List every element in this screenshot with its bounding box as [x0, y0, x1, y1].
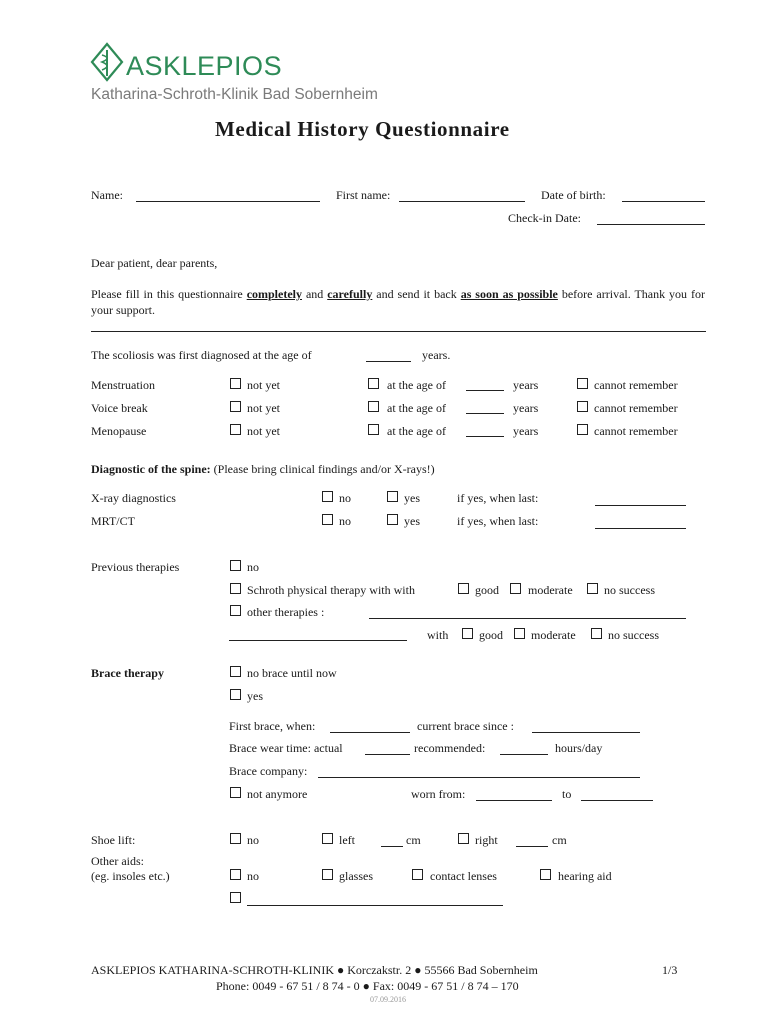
- menstruation-cannot-checkbox[interactable]: [577, 378, 588, 389]
- worn-from-field[interactable]: [476, 800, 552, 801]
- shoe-left-checkbox[interactable]: [322, 833, 333, 844]
- at-age-label: at the age of: [387, 378, 446, 392]
- aids-glasses-checkbox[interactable]: [322, 869, 333, 880]
- not-yet-label: not yet: [247, 378, 280, 392]
- no-success-label: no success: [604, 583, 655, 597]
- other-aids-label: Other aids:: [91, 854, 144, 868]
- wear-time-label: Brace wear time: actual: [229, 741, 343, 755]
- other-therapies-field-2[interactable]: [229, 640, 407, 641]
- wear-recommended-field[interactable]: [500, 754, 548, 755]
- shoe-left-cm-field[interactable]: [381, 846, 403, 847]
- mrt-yes-checkbox[interactable]: [387, 514, 398, 525]
- current-brace-field[interactable]: [532, 732, 640, 733]
- page-number: 1/3: [662, 963, 678, 977]
- other-therapies-field[interactable]: [369, 618, 686, 619]
- footer-address: ASKLEPIOS KATHARINA-SCHROTH-KLINIK ● Korczakstr. 2 ● 55566 Bad Sobernheim: [91, 963, 538, 977]
- other-therapies-checkbox[interactable]: [230, 605, 241, 616]
- shoe-left-label: left: [339, 833, 355, 847]
- menopause-cannot-checkbox[interactable]: [577, 424, 588, 435]
- intro-text-2: and: [302, 287, 328, 301]
- not-anymore-checkbox[interactable]: [230, 787, 241, 798]
- years-label: years: [513, 424, 539, 438]
- other-moderate-checkbox[interactable]: [514, 628, 525, 639]
- clinic-name: Katharina-Schroth-Klinik Bad Sobernheim: [91, 86, 378, 103]
- no-brace-label: no brace until now: [247, 666, 337, 680]
- other-no-success-checkbox[interactable]: [591, 628, 602, 639]
- first-brace-field[interactable]: [330, 732, 410, 733]
- aids-contacts-label: contact lenses: [430, 869, 497, 883]
- yes-label: yes: [404, 514, 420, 528]
- menopause-not-yet-checkbox[interactable]: [230, 424, 241, 435]
- cm-label: cm: [552, 833, 567, 847]
- mrt-label: MRT/CT: [91, 514, 135, 528]
- aids-no-label: no: [247, 869, 259, 883]
- footer-contact: Phone: 0049 - 67 51 / 8 74 - 0 ● Fax: 0049 - 67 51 / 8 74 – 170: [216, 979, 519, 993]
- name-field[interactable]: [136, 201, 320, 202]
- shoe-right-checkbox[interactable]: [458, 833, 469, 844]
- hours-label: hours/day: [555, 741, 603, 755]
- spine-heading-title: Diagnostic of the spine:: [91, 462, 211, 476]
- voice-break-cannot-checkbox[interactable]: [577, 401, 588, 412]
- aids-contacts-checkbox[interactable]: [412, 869, 423, 880]
- menopause-age-field[interactable]: [466, 436, 504, 437]
- intro-completely: completely: [246, 287, 302, 301]
- aids-hearing-checkbox[interactable]: [540, 869, 551, 880]
- salutation: Dear patient, dear parents,: [91, 256, 218, 270]
- intro-asap: as soon as possible: [460, 287, 558, 301]
- voice-break-label: Voice break: [91, 401, 148, 415]
- recommended-label: recommended:: [414, 741, 486, 755]
- intro-carefully: carefully: [327, 287, 373, 301]
- therapies-no-checkbox[interactable]: [230, 560, 241, 571]
- dob-label: Date of birth:: [541, 188, 606, 202]
- menstruation-age-checkbox[interactable]: [368, 378, 379, 389]
- good-label: good: [475, 583, 499, 597]
- intro-paragraph: [91, 286, 705, 318]
- scoliosis-age-field[interactable]: [366, 361, 411, 362]
- worn-from-label: worn from:: [411, 787, 466, 801]
- menopause-age-checkbox[interactable]: [368, 424, 379, 435]
- aids-other-field[interactable]: [247, 905, 503, 906]
- schroth-checkbox[interactable]: [230, 583, 241, 594]
- to-label: to: [562, 787, 572, 801]
- first-name-label: First name:: [336, 188, 391, 202]
- name-label: Name:: [91, 188, 123, 202]
- intro-text-4: before arrival. Thank you for your support.: [91, 287, 705, 317]
- years-label: years: [513, 378, 539, 392]
- brace-company-field[interactable]: [318, 777, 640, 778]
- cm-label: cm: [406, 833, 421, 847]
- schroth-moderate-checkbox[interactable]: [510, 583, 521, 594]
- not-yet-label: not yet: [247, 424, 280, 438]
- voice-break-not-yet-checkbox[interactable]: [230, 401, 241, 412]
- aids-other-checkbox[interactable]: [230, 892, 241, 903]
- no-label: no: [339, 514, 351, 528]
- therapies-no-label: no: [247, 560, 259, 574]
- brace-yes-checkbox[interactable]: [230, 689, 241, 700]
- cannot-remember-label: cannot remember: [594, 424, 678, 438]
- at-age-label: at the age of: [387, 401, 446, 415]
- other-therapies-label: other therapies :: [247, 605, 325, 619]
- current-brace-label: current brace since :: [417, 719, 514, 733]
- other-aids-sublabel: (eg. insoles etc.): [91, 869, 170, 883]
- intro-text-3: and send it back: [372, 287, 461, 301]
- cannot-remember-label: cannot remember: [594, 378, 678, 392]
- intro-text-1: Please fill in this questionnaire: [91, 287, 247, 301]
- aids-glasses-label: glasses: [339, 869, 373, 883]
- no-brace-checkbox[interactable]: [230, 666, 241, 677]
- yes-label: yes: [404, 491, 420, 505]
- spine-heading: [91, 462, 435, 477]
- brace-label: Brace therapy: [91, 666, 164, 680]
- voice-break-age-field[interactable]: [466, 413, 504, 414]
- good-label: good: [479, 628, 503, 642]
- years-label: years: [513, 401, 539, 415]
- schroth-label: Schroth physical therapy with with: [247, 583, 415, 597]
- menopause-label: Menopause: [91, 424, 147, 438]
- shoe-right-label: right: [475, 833, 498, 847]
- xray-no-checkbox[interactable]: [322, 491, 333, 502]
- aids-no-checkbox[interactable]: [230, 869, 241, 880]
- no-success-label: no success: [608, 628, 659, 642]
- therapies-label: Previous therapies: [91, 560, 180, 574]
- voice-break-age-checkbox[interactable]: [368, 401, 379, 412]
- document-date: 07.09.2016: [370, 995, 406, 1004]
- shoe-lift-label: Shoe lift:: [91, 833, 136, 847]
- checkin-label: Check-in Date:: [508, 211, 581, 225]
- first-name-field[interactable]: [399, 201, 525, 202]
- wear-actual-field[interactable]: [365, 754, 410, 755]
- when-last-label: if yes, when last:: [457, 514, 539, 528]
- brand-name: ASKLEPIOS: [126, 51, 283, 81]
- scoliosis-unit: years.: [422, 348, 451, 362]
- schroth-good-checkbox[interactable]: [458, 583, 469, 594]
- aids-hearing-label: hearing aid: [558, 869, 612, 883]
- shoe-no-label: no: [247, 833, 259, 847]
- with-label: with: [427, 628, 449, 642]
- other-good-checkbox[interactable]: [462, 628, 473, 639]
- schroth-no-success-checkbox[interactable]: [587, 583, 598, 594]
- asklepios-logo-icon: [90, 42, 124, 82]
- worn-to-field[interactable]: [581, 800, 653, 801]
- at-age-label: at the age of: [387, 424, 446, 438]
- scoliosis-label: The scoliosis was first diagnosed at the age of: [91, 348, 312, 362]
- spine-heading-note: (Please bring clinical findings and/or X-rays!): [210, 462, 435, 476]
- menstruation-not-yet-checkbox[interactable]: [230, 378, 241, 389]
- shoe-right-cm-field[interactable]: [516, 846, 548, 847]
- dob-field[interactable]: [622, 201, 705, 202]
- checkin-field[interactable]: [597, 224, 705, 225]
- not-anymore-label: not anymore: [247, 787, 308, 801]
- when-last-label: if yes, when last:: [457, 491, 539, 505]
- xray-yes-checkbox[interactable]: [387, 491, 398, 502]
- menstruation-label: Menstruation: [91, 378, 155, 392]
- menstruation-age-field[interactable]: [466, 390, 504, 391]
- brace-yes-label: yes: [247, 689, 263, 703]
- mrt-no-checkbox[interactable]: [322, 514, 333, 525]
- moderate-label: moderate: [531, 628, 576, 642]
- shoe-no-checkbox[interactable]: [230, 833, 241, 844]
- xray-when-field[interactable]: [595, 505, 686, 506]
- page-title: Medical History Questionnaire: [215, 117, 510, 141]
- section-divider: [91, 331, 706, 332]
- not-yet-label: not yet: [247, 401, 280, 415]
- cannot-remember-label: cannot remember: [594, 401, 678, 415]
- no-label: no: [339, 491, 351, 505]
- moderate-label: moderate: [528, 583, 573, 597]
- xray-label: X-ray diagnostics: [91, 491, 176, 505]
- first-brace-label: First brace, when:: [229, 719, 316, 733]
- brace-company-label: Brace company:: [229, 764, 308, 778]
- mrt-when-field[interactable]: [595, 528, 686, 529]
